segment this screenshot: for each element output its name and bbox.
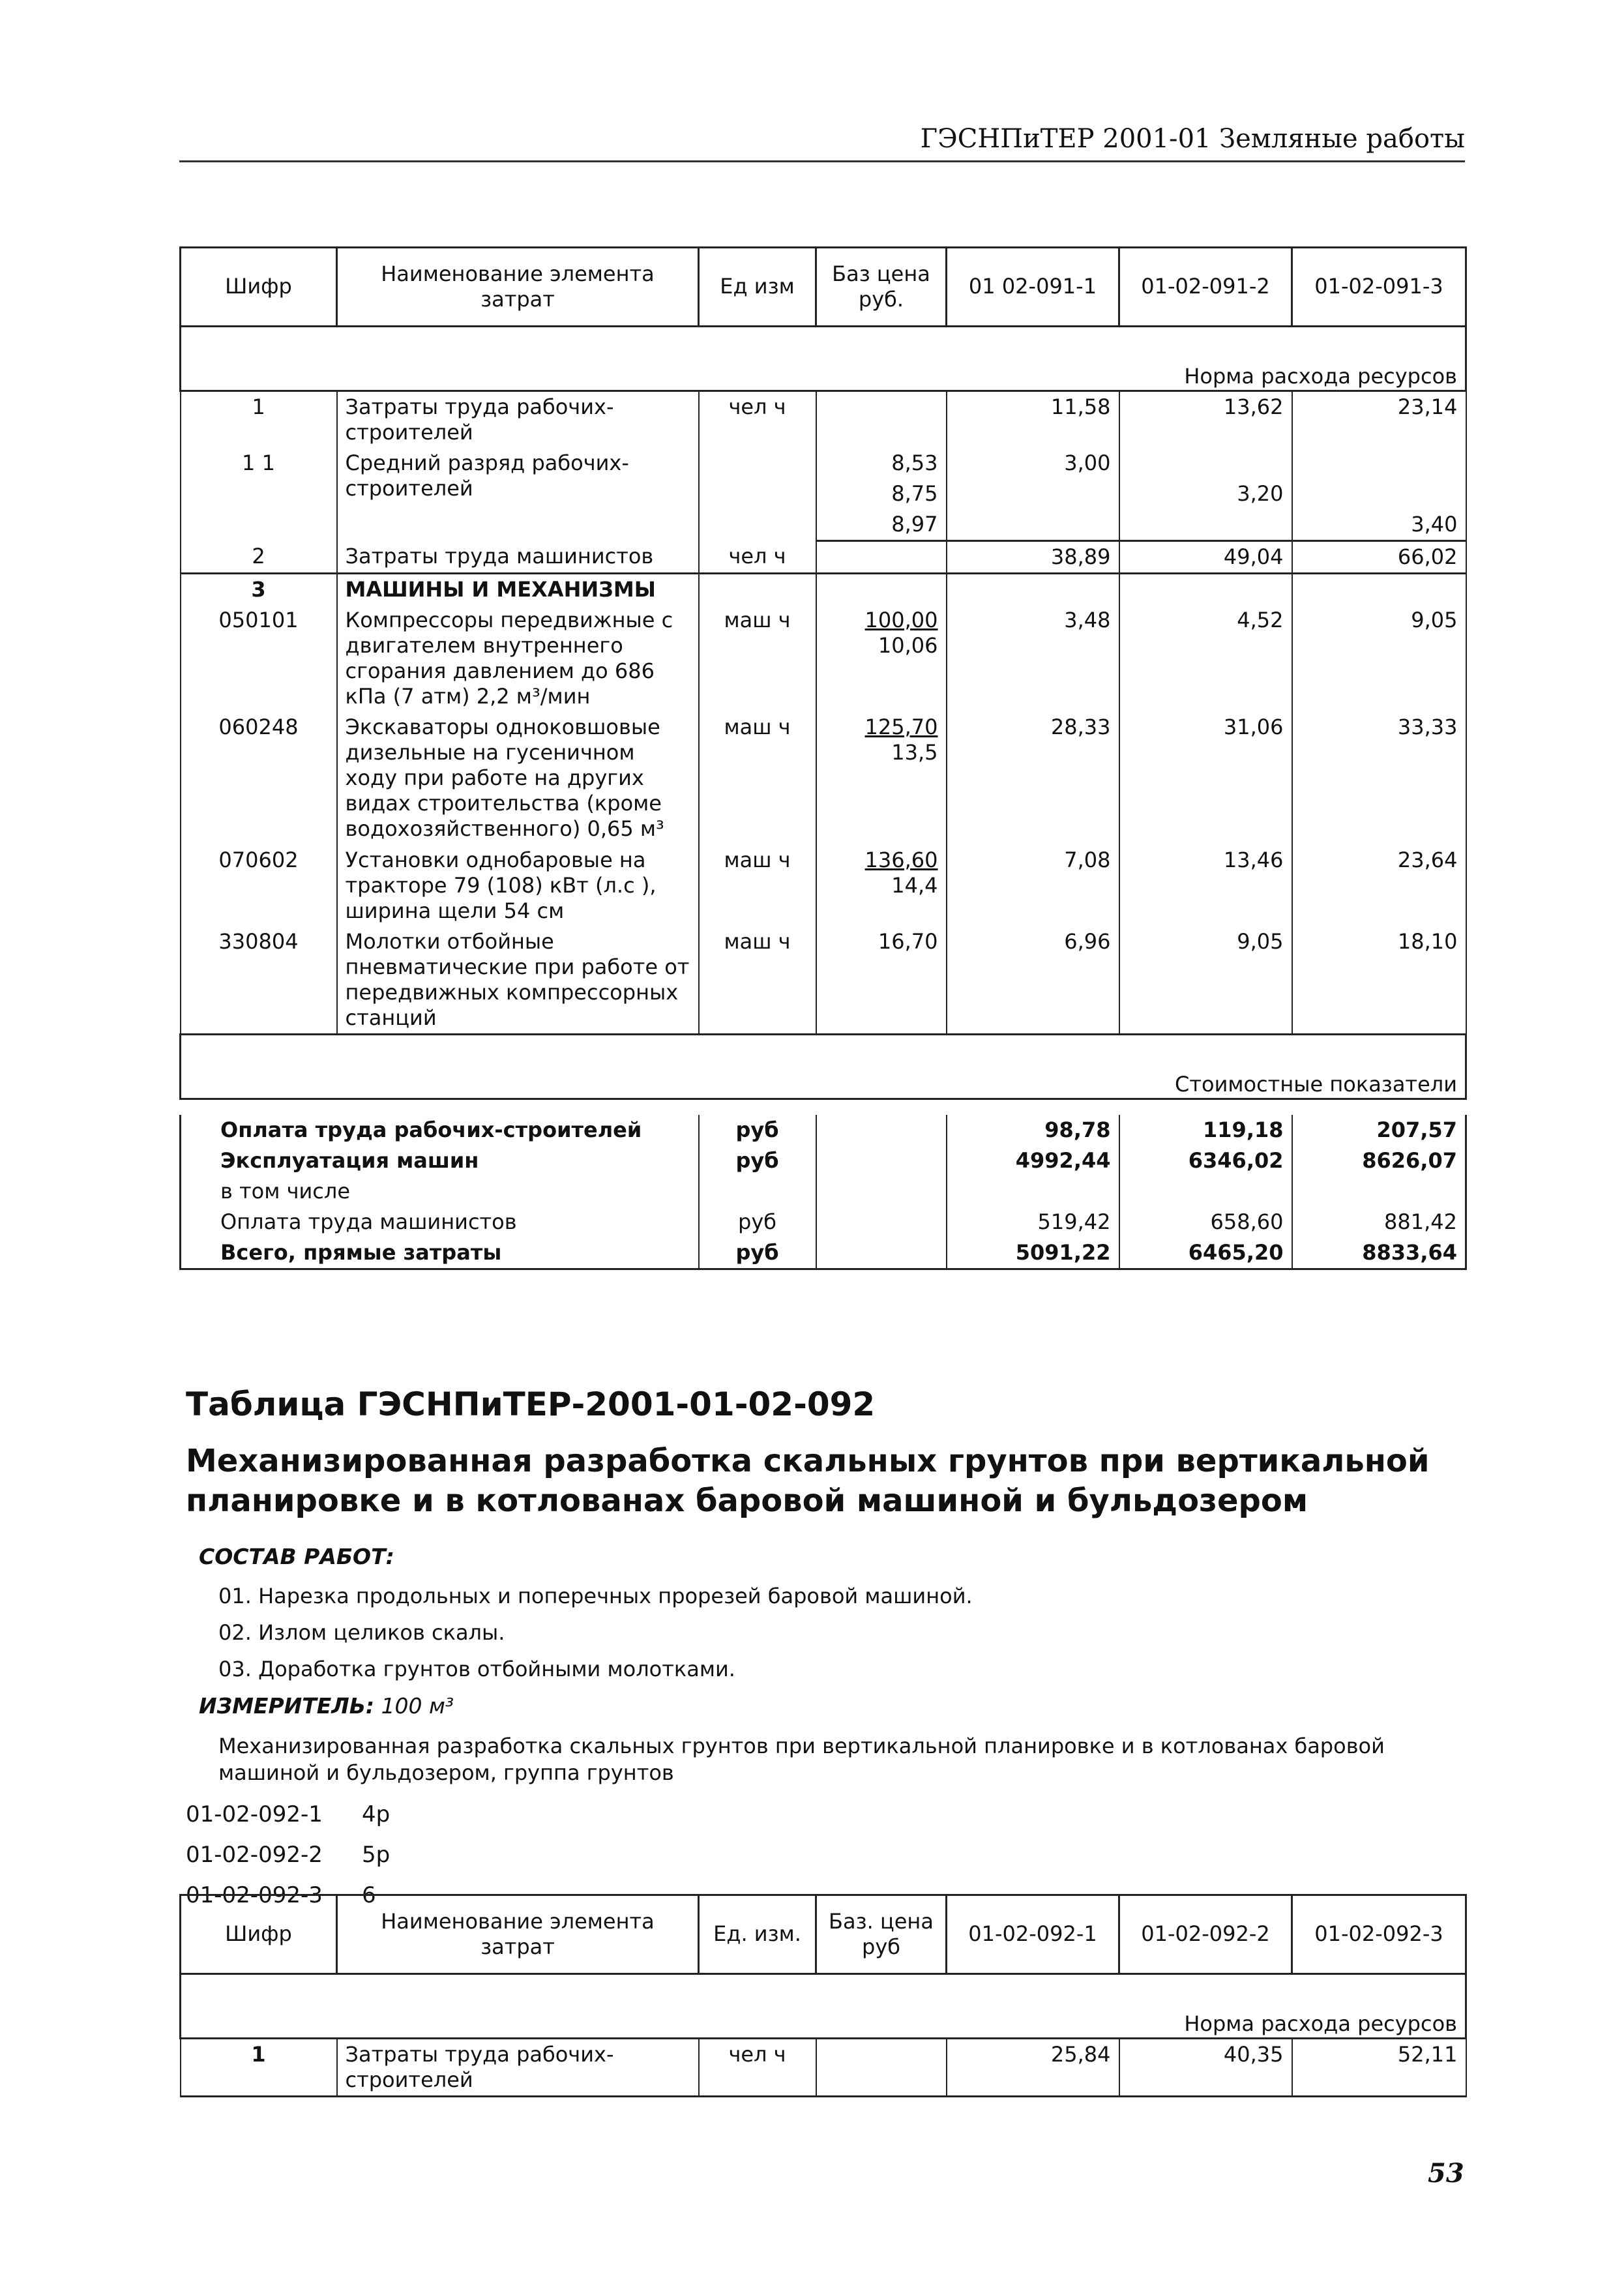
code: 01-02-092-2 bbox=[186, 1842, 323, 1869]
row-v1 bbox=[947, 479, 1119, 509]
cost-unit: руб bbox=[699, 1115, 816, 1146]
cost-price bbox=[816, 1237, 947, 1269]
table-subtitle: Механизированная разработка скальных грунтов при вертикальной планировке и в котлованах баровой машиной и бульдозером bbox=[186, 1443, 1430, 1520]
cost-v2: 658,60 bbox=[1119, 1207, 1292, 1237]
row-code: 330804 bbox=[181, 926, 337, 1035]
row-unit: чел ч bbox=[699, 2039, 816, 2097]
cost-v1: 5091,22 bbox=[947, 1237, 1119, 1269]
row-unit: маш ч bbox=[699, 605, 816, 712]
row-name: МАШИНЫ И МЕХАНИЗМЫ bbox=[337, 574, 699, 606]
cost-price bbox=[816, 1115, 947, 1146]
section-norm-row bbox=[181, 327, 1466, 391]
col-code-header: Шифр bbox=[181, 248, 337, 327]
row-name: Затраты труда рабочих-строителей bbox=[337, 391, 699, 449]
row-unit: маш ч bbox=[699, 926, 816, 1035]
row-v2: 31,06 bbox=[1119, 712, 1292, 844]
row-price: 125,70 13,5 bbox=[816, 712, 947, 844]
table-row bbox=[181, 1115, 1466, 1146]
table-row bbox=[181, 574, 1466, 606]
row-unit: маш ч bbox=[699, 845, 816, 926]
cost-unit: руб bbox=[699, 1237, 816, 1269]
cost-v3: 8626,07 bbox=[1292, 1146, 1466, 1176]
work-composition-label: СОСТАВ РАБОТ: bbox=[199, 1543, 394, 1569]
col-price-header: Баз цена руб. bbox=[816, 248, 947, 327]
row-name: Средний разряд рабочих-строителей bbox=[337, 448, 699, 541]
cost-v3: 8833,64 bbox=[1292, 1237, 1466, 1269]
col-variant3-header: 01-02-092-3 bbox=[1292, 1895, 1466, 1974]
cost-summary-table bbox=[179, 1115, 1467, 1270]
row-name: Экскаваторы одноковшовые дизельные на гусеничном ходу при работе на других видах строительства (кроме водохозяйственного) 0,65 м³ bbox=[337, 712, 699, 844]
cost-name: Всего, прямые затраты bbox=[181, 1237, 699, 1269]
row-v3 bbox=[1292, 448, 1466, 479]
cost-v2: 119,18 bbox=[1119, 1115, 1292, 1146]
resource-norm-table-092 bbox=[179, 1894, 1467, 2097]
col-unit-header: Ед изм bbox=[699, 248, 816, 327]
section-cost-label: Стоимостные показатели bbox=[181, 1034, 1466, 1099]
resource-norm-table-091 bbox=[179, 246, 1467, 1100]
table-row bbox=[181, 605, 1466, 712]
row-code: 3 bbox=[181, 574, 337, 606]
row-name: Затраты труда рабочих-строителей bbox=[337, 2039, 699, 2097]
row-code: 2 bbox=[181, 541, 337, 574]
col-code-header: Шифр bbox=[181, 1895, 337, 1974]
row-code: 060248 bbox=[181, 712, 337, 844]
table-row bbox=[181, 926, 1466, 1035]
work-item: 01. Нарезка продольных и поперечных прорезей баровой машиной. bbox=[218, 1583, 973, 1608]
table-row bbox=[181, 391, 1466, 449]
row-v2: 49,04 bbox=[1119, 541, 1292, 574]
col-variant3-header: 01-02-091-3 bbox=[1292, 248, 1466, 327]
table-row bbox=[181, 1176, 1466, 1207]
measure-value: 100 м³ bbox=[381, 1692, 454, 1719]
col-variant2-header: 01-02-092-2 bbox=[1119, 1895, 1292, 1974]
row-v2: 40,35 bbox=[1119, 2039, 1292, 2097]
cost-price bbox=[816, 1146, 947, 1176]
table-row bbox=[181, 541, 1466, 574]
cost-unit: руб bbox=[699, 1207, 816, 1237]
row-v3: 9,05 bbox=[1292, 605, 1466, 712]
table-title: Таблица ГЭСНПиТЕР-2001-01-02-092 bbox=[186, 1385, 876, 1423]
row-v3: 3,40 bbox=[1292, 509, 1466, 541]
row-v2: 3,20 bbox=[1119, 479, 1292, 509]
row-code: 1 bbox=[181, 2039, 337, 2097]
row-code: 050101 bbox=[181, 605, 337, 712]
row-v3: 18,10 bbox=[1292, 926, 1466, 1035]
row-v2 bbox=[1119, 448, 1292, 479]
table-row bbox=[181, 448, 1466, 479]
row-name: Затраты труда машинистов bbox=[337, 541, 699, 574]
section-cost-row bbox=[181, 1034, 1466, 1099]
col-variant1-header: 01 02-091-1 bbox=[947, 248, 1119, 327]
running-header: ГЭСНПиТЕР 2001-01 Земляные работы bbox=[179, 124, 1465, 162]
row-v3: 23,64 bbox=[1292, 845, 1466, 926]
cost-v2: 6465,20 bbox=[1119, 1237, 1292, 1269]
row-v1: 11,58 bbox=[947, 391, 1119, 449]
col-unit-header: Ед. изм. bbox=[699, 1895, 816, 1974]
row-name: Установки однобаровые на тракторе 79 (108) кВт (л.с ), ширина щели 54 см bbox=[337, 845, 699, 926]
code: 01-02-092-3 bbox=[186, 1882, 323, 1909]
row-code: 1 bbox=[181, 391, 337, 449]
col-name-header: Наименование элемента затрат bbox=[337, 1895, 699, 1974]
table-row bbox=[181, 1207, 1466, 1237]
table-row bbox=[181, 1146, 1466, 1176]
cost-name: в том числе bbox=[181, 1176, 699, 1207]
work-item: 02. Излом целиков скалы. bbox=[218, 1619, 505, 1645]
row-unit bbox=[699, 448, 816, 541]
measure-label: ИЗМЕРИТЕЛЬ: bbox=[199, 1692, 375, 1719]
row-price: 8,97 bbox=[816, 509, 947, 541]
section-norm-label: Норма расхода ресурсов bbox=[181, 1974, 1466, 2039]
description: Механизированная разработка скальных грунтов при вертикальной планировке и в котлованах баровой машиной и бульдозером, группа грунтов bbox=[218, 1733, 1385, 1786]
cost-v1: 519,42 bbox=[947, 1207, 1119, 1237]
row-v3 bbox=[1292, 479, 1466, 509]
row-price bbox=[816, 391, 947, 449]
col-variant1-header: 01-02-092-1 bbox=[947, 1895, 1119, 1974]
row-v3: 52,11 bbox=[1292, 2039, 1466, 2097]
row-v1 bbox=[947, 509, 1119, 541]
row-code: 1 1 bbox=[181, 448, 337, 541]
work-item: 03. Доработка грунтов отбойными молотками. bbox=[218, 1656, 735, 1681]
table-row bbox=[181, 1237, 1466, 1269]
row-price: 8,53 bbox=[816, 448, 947, 479]
row-v1: 25,84 bbox=[947, 2039, 1119, 2097]
col-variant2-header: 01-02-091-2 bbox=[1119, 248, 1292, 327]
code-group-row bbox=[186, 1842, 1464, 1868]
table-row bbox=[181, 2039, 1466, 2097]
soil-group: 4р bbox=[362, 1801, 391, 1828]
row-v1: 38,89 bbox=[947, 541, 1119, 574]
row-name: Молотки отбойные пневматические при работе от передвижных компрессорных станций bbox=[337, 926, 699, 1035]
row-v3: 23,14 bbox=[1292, 391, 1466, 449]
table-header-row bbox=[181, 1895, 1466, 1974]
section-norm-label: Норма расхода ресурсов bbox=[181, 327, 1466, 391]
row-v1: 28,33 bbox=[947, 712, 1119, 844]
row-code: 070602 bbox=[181, 845, 337, 926]
row-v3: 33,33 bbox=[1292, 712, 1466, 844]
row-v2: 13,46 bbox=[1119, 845, 1292, 926]
row-price: 16,70 bbox=[816, 926, 947, 1035]
row-price: 100,00 10,06 bbox=[816, 605, 947, 712]
measure-line bbox=[199, 1693, 1464, 1719]
row-price: 136,60 14,4 bbox=[816, 845, 947, 926]
code-group-row bbox=[186, 1801, 1464, 1827]
row-v3: 66,02 bbox=[1292, 541, 1466, 574]
row-v2: 13,62 bbox=[1119, 391, 1292, 449]
row-name: Компрессоры передвижные с двигателем внутреннего сгорания давлением до 686 кПа (7 атм) 2,2 м³/мин bbox=[337, 605, 699, 712]
table-092-intro bbox=[186, 1385, 1464, 1923]
cost-name: Оплата труда машинистов bbox=[181, 1207, 699, 1237]
page-number: 53 bbox=[1428, 2158, 1464, 2189]
soil-group: 5р bbox=[362, 1842, 391, 1869]
table-row bbox=[181, 845, 1466, 926]
soil-group: 6 bbox=[362, 1882, 376, 1909]
row-v1: 6,96 bbox=[947, 926, 1119, 1035]
row-price: 8,75 bbox=[816, 479, 947, 509]
row-price bbox=[816, 541, 947, 574]
row-unit: маш ч bbox=[699, 712, 816, 844]
cost-v3: 207,57 bbox=[1292, 1115, 1466, 1146]
row-v2: 4,52 bbox=[1119, 605, 1292, 712]
code: 01-02-092-1 bbox=[186, 1801, 323, 1828]
row-unit: чел ч bbox=[699, 541, 816, 574]
cost-price bbox=[816, 1207, 947, 1237]
cost-name: Эксплуатация машин bbox=[181, 1146, 699, 1176]
table-header-row bbox=[181, 248, 1466, 327]
cost-v1: 4992,44 bbox=[947, 1146, 1119, 1176]
row-v1: 3,00 bbox=[947, 448, 1119, 479]
row-unit: чел ч bbox=[699, 391, 816, 449]
cost-v3: 881,42 bbox=[1292, 1207, 1466, 1237]
row-v1: 7,08 bbox=[947, 845, 1119, 926]
row-price bbox=[816, 2039, 947, 2097]
cost-name: Оплата труда рабочих-строителей bbox=[181, 1115, 699, 1146]
section-norm-row bbox=[181, 1974, 1466, 2039]
cost-v2: 6346,02 bbox=[1119, 1146, 1292, 1176]
row-v1: 3,48 bbox=[947, 605, 1119, 712]
row-v2 bbox=[1119, 509, 1292, 541]
row-v2: 9,05 bbox=[1119, 926, 1292, 1035]
cost-v1: 98,78 bbox=[947, 1115, 1119, 1146]
cost-unit: руб bbox=[699, 1146, 816, 1176]
col-name-header: Наименование элемента затрат bbox=[337, 248, 699, 327]
col-price-header: Баз. цена руб bbox=[816, 1895, 947, 1974]
table-row bbox=[181, 712, 1466, 844]
